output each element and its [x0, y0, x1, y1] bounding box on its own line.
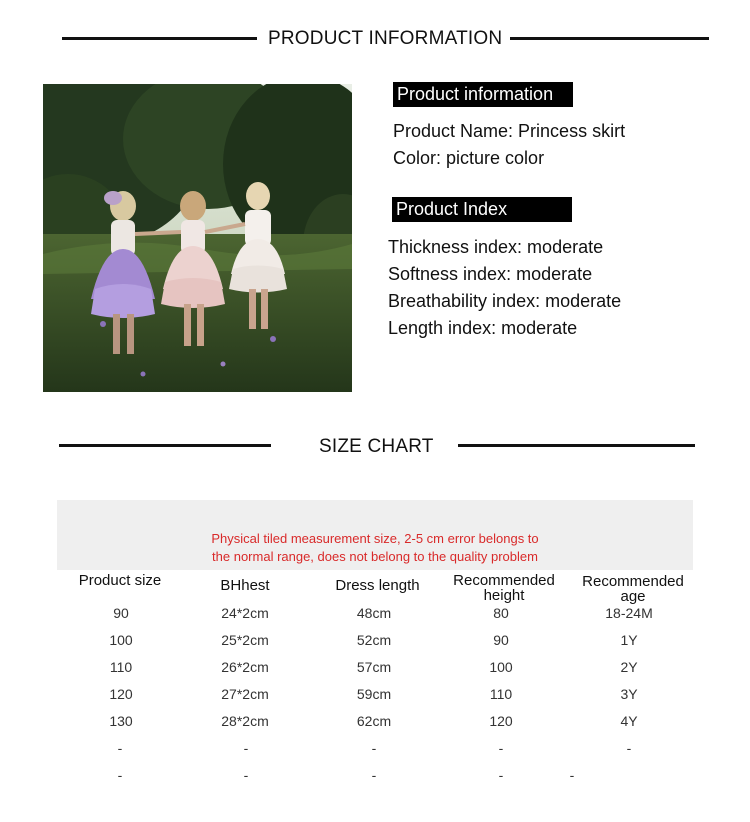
- breathability-index-line: Breathability index: moderate: [388, 291, 622, 311]
- size-chart-rule-left: [59, 444, 271, 447]
- thickness-index-line: Thickness index: moderate: [388, 237, 604, 257]
- product-index-label: Product Index: [392, 197, 572, 222]
- measurement-notice: [57, 500, 693, 570]
- header-bust: BHhest: [220, 577, 270, 594]
- cell-bust: 26*2cm: [221, 659, 269, 675]
- product-information-label: Product information: [393, 82, 573, 107]
- header-rule-right: [510, 37, 709, 40]
- cell-bust: 25*2cm: [221, 632, 269, 648]
- cell-dress-length: 62cm: [356, 713, 392, 729]
- cell-recommended-age: 2Y: [620, 659, 638, 675]
- cell-dress-length: -: [371, 740, 377, 756]
- notice-line-2: the normal range, does not belong to the quality problem: [212, 549, 538, 564]
- cell-recommended-height: -: [498, 767, 504, 783]
- header-dress-length: Dress length: [335, 577, 420, 594]
- size-chart-rule-right: [458, 444, 695, 447]
- cell-bust: 27*2cm: [221, 686, 269, 702]
- product-photo: [43, 84, 352, 392]
- cell-dress-length: 57cm: [356, 659, 392, 675]
- cell-product-size: 120: [109, 686, 133, 702]
- softness-index-line: Softness index: moderate: [388, 264, 593, 284]
- cell-recommended-height: 100: [489, 659, 513, 675]
- cell-recommended-height: 80: [493, 605, 509, 621]
- cell-dress-length: 52cm: [356, 632, 392, 648]
- notice-line-1: Physical tiled measurement size, 2-5 cm error belongs to: [211, 531, 539, 546]
- cell-bust: -: [243, 767, 249, 783]
- cell-dress-length: 59cm: [356, 686, 392, 702]
- cell-product-size: 90: [113, 605, 129, 621]
- header-rule-left: [62, 37, 257, 40]
- cell-recommended-age: 1Y: [620, 632, 638, 648]
- cell-recommended-age: 3Y: [620, 686, 638, 702]
- header-product-size: Product size: [78, 572, 162, 589]
- product-information-heading: PRODUCT INFORMATION: [268, 28, 503, 49]
- cell-bust: -: [243, 740, 249, 756]
- size-chart-heading: SIZE CHART: [319, 436, 434, 457]
- cell-recommended-age: 18-24M: [605, 605, 653, 621]
- cell-recommended-age: -: [626, 740, 632, 756]
- product-name-line: Product Name: Princess skirt: [393, 121, 626, 141]
- cell-dress-length: -: [371, 767, 377, 783]
- notice-text: [57, 530, 693, 566]
- cell-dress-length: 48cm: [356, 605, 392, 621]
- cell-recommended-age: 4Y: [620, 713, 638, 729]
- color-line: Color: picture color: [393, 148, 545, 168]
- cell-bust: 28*2cm: [221, 713, 269, 729]
- header-recommended-height: Recommended height: [453, 572, 555, 604]
- cell-product-size: -: [117, 767, 123, 783]
- length-index-line: Length index: moderate: [388, 318, 578, 338]
- cell-product-size: 100: [109, 632, 133, 648]
- cell-bust: 24*2cm: [221, 605, 269, 621]
- cell-product-size: -: [117, 740, 123, 756]
- cell-recommended-height: -: [498, 740, 504, 756]
- cell-recommended-height: 110: [489, 686, 513, 702]
- cell-recommended-height: 120: [489, 713, 513, 729]
- cell-product-size: 130: [109, 713, 133, 729]
- cell-recommended-age: -: [569, 767, 575, 783]
- cell-recommended-height: 90: [493, 632, 509, 648]
- header-recommended-age: Recommended age: [582, 573, 684, 605]
- cell-product-size: 110: [109, 659, 133, 675]
